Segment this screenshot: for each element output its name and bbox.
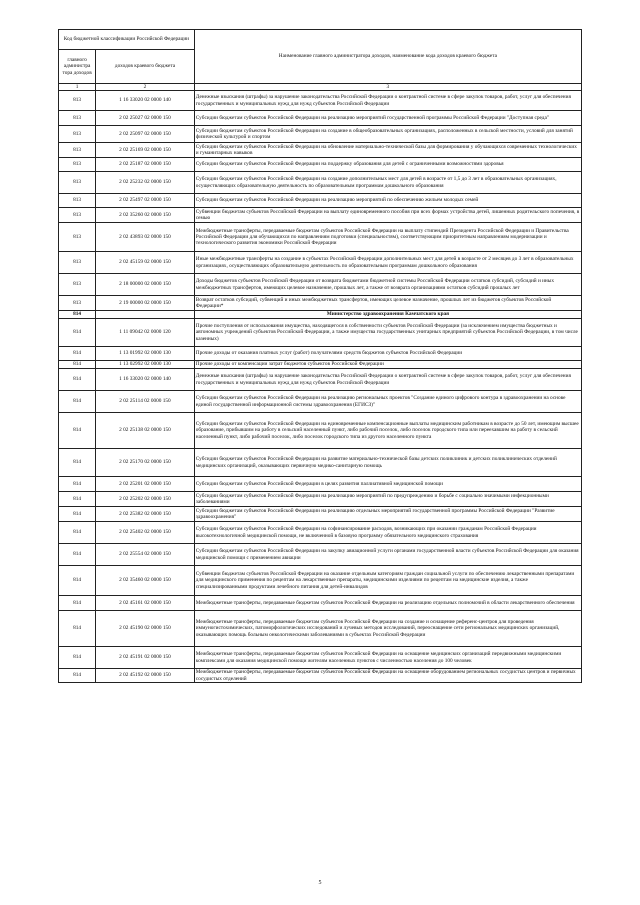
table-row [59,296,582,311]
revenue-name-cell: Межбюджетные трансферты, передаваемые бюджетам субъектов Российской Федерации на оснащение медицинских организаций передвижными медицинскими комплексами для оказания медицинской помощи жителям населенных пунктов с численностью населения до 100 человек [194,647,581,669]
admin-code-cell: 813 [59,194,96,208]
revenue-code-cell: 1 11 09042 02 0000 120 [96,319,195,347]
revenue-code-cell: 2 02 25170 02 0000 150 [96,449,195,477]
column-header-admin: главного администра тора доходов [59,50,96,84]
revenue-code-cell: 2 02 25497 02 0000 150 [96,194,195,208]
revenue-name-cell: Межбюджетные трансферты, передаваемые бюджетам субъектов Российской Федерации на создание и оснащение референс-центров для проведения иммуногистохимических, патоморфологических исследований и лучевых методов исследований, переоснащение сети региональных медицинских организаций, оказывающих помощь больным онкологическими заболеваниями в субъектах Российской Федерации [194,611,581,647]
revenue-code-cell: 1 16 33020 02 0000 140 [96,91,195,111]
admin-code-cell: 814 [59,507,96,522]
revenue-code-cell: 2 02 45190 02 0000 150 [96,611,195,647]
revenue-name-cell: Субсидии бюджетам субъектов Российской Федерации на поддержку образования для детей с ограниченными возможностями здоровья [194,158,581,172]
column-header-name: Наименование главного администратора доходов, наименование кода доходов краевого бюджета [194,30,581,84]
admin-code-cell: 813 [59,296,96,311]
revenue-code-cell: 2 02 25169 02 0000 150 [96,143,195,158]
admin-code-cell: 814 [59,647,96,669]
revenue-code-cell: 2 02 43893 02 0000 150 [96,223,195,252]
table-row [59,566,582,596]
revenue-name-cell: Возврат остатков субсидий, субвенций и иных межбюджетных трансфертов, имеющих целевое назначение, прошлых лет из бюджетов субъектов Российской Федерации* [194,296,581,311]
table-row [59,274,582,296]
revenue-code-cell: 2 02 45191 02 0000 150 [96,647,195,669]
table-row [59,669,582,683]
admin-code-cell: 813 [59,252,96,274]
table-row [59,596,582,611]
revenue-code-cell: 1 13 02992 02 0000 130 [96,361,195,369]
table-row [59,544,582,566]
budget-table-page [58,29,582,683]
admin-code-cell: 813 [59,158,96,172]
revenue-name-cell: Прочие поступления от использования имущества, находящегося в собственности субъектов Российской Федерации (за исключением имущества бюджетных и автономных учреждений субъектов Российской Федерации, а также имущества государственных унитарных предприятий субъектов Российской Федерации, в том числе казенных) [194,319,581,347]
table-row [59,522,582,544]
revenue-code-cell: 2 02 25114 02 0000 150 [96,391,195,413]
revenue-code-cell: 2 02 25554 02 0000 150 [96,544,195,566]
admin-code-cell: 813 [59,91,96,111]
revenue-name-cell: Прочие доходы от оказания платных услуг (работ) получателями средств бюджетов субъектов Российской Федерации [194,347,581,361]
admin-code-cell: 814 [59,566,96,596]
table-row [59,158,582,172]
table-row [59,172,582,194]
revenue-code-cell: 2 02 45192 02 0000 150 [96,669,195,683]
revenue-name-cell: Субсидии бюджетам субъектов Российской Федерации на реализацию мероприятий по предупреждению и борьбе с социально значимыми инфекционными заболеваниями [194,492,581,507]
admin-code-cell: 814 [59,361,96,369]
revenue-name-cell: Субсидии бюджетам субъектов Российской Федерации на создание дополнительных мест для детей в возрасте от 1,5 до 3 лет в образовательных организациях, осуществляющих образовательную деятельность по образовательным программам дошкольного образования [194,172,581,194]
table-row [59,126,582,143]
table-row [59,361,582,369]
table-row [59,223,582,252]
budget-classification-table [58,29,582,683]
admin-code-cell: 813 [59,223,96,252]
revenue-name-cell: Субвенции бюджетам субъектов Российской Федерации на оказание отдельным категориям граждан социальной услуги по обеспечению лекарственными препаратами для медицинского применения по рецептам на лекарственные препараты, медицинскими изделиями по рецептам на медицинские изделия, а также специализированными продуктами лечебного питания для детей-инвалидов [194,566,581,596]
table-row [59,647,582,669]
revenue-code-cell: 2 19 00000 02 0000 150 [96,296,195,311]
admin-code-cell: 813 [59,172,96,194]
revenue-code-cell: 2 02 35260 02 0000 150 [96,208,195,223]
column-number-3: 3 [194,84,581,91]
admin-code-cell: 814 [59,449,96,477]
table-row [59,413,582,449]
revenue-code-cell: 2 02 25382 02 0000 150 [96,507,195,522]
revenue-name-cell: Межбюджетные трансферты, передаваемые бюджетам субъектов Российской Федерации на выплату стипендий Президента Российской Федерации и Правительства Российской Федерации для обучающихся по направлениям подготовки (специальностям), соответствующим приоритетным направлениям модернизации и технологического развития экономики Российской Федерации [194,223,581,252]
revenue-name-cell: Прочие доходы от компенсации затрат бюджетов субъектов Российской Федерации [194,361,581,369]
revenue-name-cell: Субсидии бюджетам субъектов Российской Федерации на реализацию отдельных мероприятий государственной программы Российской Федерации "Развитие здравоохранения" [194,507,581,522]
table-row [59,208,582,223]
section-header-row [59,311,582,319]
admin-code-cell: 813 [59,274,96,296]
column-number-1: 1 [59,84,96,91]
revenue-code-cell: 2 02 25138 02 0000 150 [96,413,195,449]
revenue-name-cell: Денежные взыскания (штрафы) за нарушение законодательства Российской Федерации о контрактной системе в сфере закупок товаров, работ, услуг для обеспечения государственных и муниципальных нужд для нужд субъектов Российской Федерации [194,369,581,391]
revenue-name-cell: Субсидии бюджетам субъектов Российской Федерации на реализацию региональных проектов "Создание единого цифрового контура в здравоохранении на основе единой государственной информационной системы здравоохранения (ЕГИСЗ)" [194,391,581,413]
revenue-code-cell: 2 02 45161 02 0000 150 [96,596,195,611]
admin-code-cell: 814 [59,522,96,544]
table-row [59,611,582,647]
table-row [59,477,582,492]
admin-code-cell: 814 [59,391,96,413]
admin-code-cell: 814 [59,347,96,361]
revenue-name-cell: Субвенции бюджетам субъектов Российской Федерации на выплату единовременного пособия при всех формах устройства детей, лишенных родительского попечения, в семью [194,208,581,223]
revenue-code-cell: 2 02 25187 02 0000 150 [96,158,195,172]
table-row [59,319,582,347]
revenue-code-cell [96,311,195,319]
revenue-code-cell: 1 16 33020 02 0000 140 [96,369,195,391]
revenue-name-cell: Субсидии бюджетам субъектов Российской Федерации на обновление материально-технической базы для формирования у обучающихся современных технологических и гуманитарных навыков [194,143,581,158]
admin-code-cell: 814 [59,611,96,647]
admin-code-cell: 813 [59,111,96,126]
revenue-name-cell: Министерство здравоохранения Камчатского края [194,311,581,319]
table-row [59,347,582,361]
revenue-name-cell: Денежные взыскания (штрафы) за нарушение законодательства Российской Федерации о контрактной системе в сфере закупок товаров, работ, услуг для обеспечения государственных и муниципальных нужд для нужд субъектов Российской Федерации [194,91,581,111]
revenue-name-cell: Субсидии бюджетам субъектов Российской Федерации на софинансирование расходов, возникающих при оказании гражданам Российской Федерации высокотехнологичной медицинской помощи, не включенной в базовую программу обязательного медицинского страхования [194,522,581,544]
admin-code-cell: 814 [59,319,96,347]
revenue-code-cell: 2 02 25202 02 0000 150 [96,492,195,507]
admin-code-cell: 813 [59,143,96,158]
table-row [59,111,582,126]
admin-code-cell: 814 [59,544,96,566]
admin-code-cell: 814 [59,492,96,507]
revenue-name-cell: Субсидии бюджетам субъектов Российской Федерации на единовременные компенсационные выплаты медицинским работникам в возрасте до 50 лет, имеющим высшее образование, прибывшим на работу в сельский населенный пункт, либо рабочий поселок, либо поселок городского типа или переехавшим на работу в сельский населенный пункт, либо рабочий поселок, либо поселок городского типа из другого населенного пункта [194,413,581,449]
revenue-name-cell: Субсидии бюджетам субъектов Российской Федерации на реализацию мероприятий по обеспечению жильем молодых семей [194,194,581,208]
table-row [59,143,582,158]
admin-code-cell: 814 [59,669,96,683]
revenue-name-cell: Субсидии бюджетам субъектов Российской Федерации в целях развития паллиативной медицинской помощи [194,477,581,492]
table-row [59,391,582,413]
table-row [59,91,582,111]
revenue-code-cell: 2 18 00000 02 0000 150 [96,274,195,296]
admin-code-cell: 814 [59,596,96,611]
admin-code-cell: 814 [59,477,96,492]
revenue-name-cell: Субсидии бюджетам субъектов Российской Федерации на закупку авиационной услуги органами государственной власти субъектов Российской Федерации для оказания медицинской помощи с применением авиации [194,544,581,566]
table-row [59,492,582,507]
revenue-code-cell: 2 02 25402 02 0000 150 [96,522,195,544]
revenue-name-cell: Межбюджетные трансферты, передаваемые бюджетам субъектов Российской Федерации на реализацию отдельных полномочий в области лекарственного обеспечения [194,596,581,611]
revenue-name-cell: Субсидии бюджетам субъектов Российской Федерации на создание в общеобразовательных организациях, расположенных в сельской местности, условий для занятий физической культурой и спортом [194,126,581,143]
table-row [59,252,582,274]
admin-code-cell: 813 [59,208,96,223]
revenue-name-cell: Субсидии бюджетам субъектов Российской Федерации на развитие материально-технической базы детских поликлиник и детских поликлинических отделений медицинских организаций, оказывающих первичную медико-санитарную помощь [194,449,581,477]
column-number-2: 2 [96,84,195,91]
revenue-name-cell: Доходы бюджетов субъектов Российской Федерации от возврата бюджетами бюджетной системы Российской Федерации остатков субсидий, субсидий и иных межбюджетных трансфертов, имеющих целевое назначение, прошлых лет, а также от возврата организациями остатков субсидий прошлых лет [194,274,581,296]
table-row [59,369,582,391]
page-number: 5 [318,880,322,886]
admin-code-cell: 814 [59,413,96,449]
revenue-code-cell: 2 02 25232 02 0000 150 [96,172,195,194]
admin-code-cell: 813 [59,126,96,143]
revenue-code-cell: 1 13 01992 02 0000 130 [96,347,195,361]
admin-code-cell: 814 [59,311,96,319]
revenue-code-cell: 2 02 25027 02 0000 150 [96,111,195,126]
revenue-name-cell: Иные межбюджетные трансферты на создание в субъектах Российской Федерации дополнительных мест для детей в возрасте от 2 месяцев до 3 лет в образовательных организациях, осуществляющих образовательную деятельность по образовательным программам дошкольного образования [194,252,581,274]
admin-code-cell: 814 [59,369,96,391]
revenue-code-cell: 2 02 25201 02 0000 150 [96,477,195,492]
table-row [59,194,582,208]
revenue-name-cell: Субсидии бюджетам субъектов Российской Федерации на реализацию мероприятий государственной программы Российской Федерации "Доступная среда" [194,111,581,126]
revenue-name-cell: Межбюджетные трансферты, передаваемые бюджетам субъектов Российской Федерации на оснащение оборудованием региональных сосудистых центров и первичных сосудистых отделений [194,669,581,683]
group-header: Код бюджетной классификации Российской Федерации [59,30,195,50]
table-row [59,449,582,477]
revenue-code-cell: 2 02 45159 02 0000 150 [96,252,195,274]
revenue-code-cell: 2 02 35460 02 0000 150 [96,566,195,596]
revenue-code-cell: 2 02 25097 02 0000 150 [96,126,195,143]
column-header-code: доходов краевого бюджета [96,50,195,84]
table-row [59,507,582,522]
